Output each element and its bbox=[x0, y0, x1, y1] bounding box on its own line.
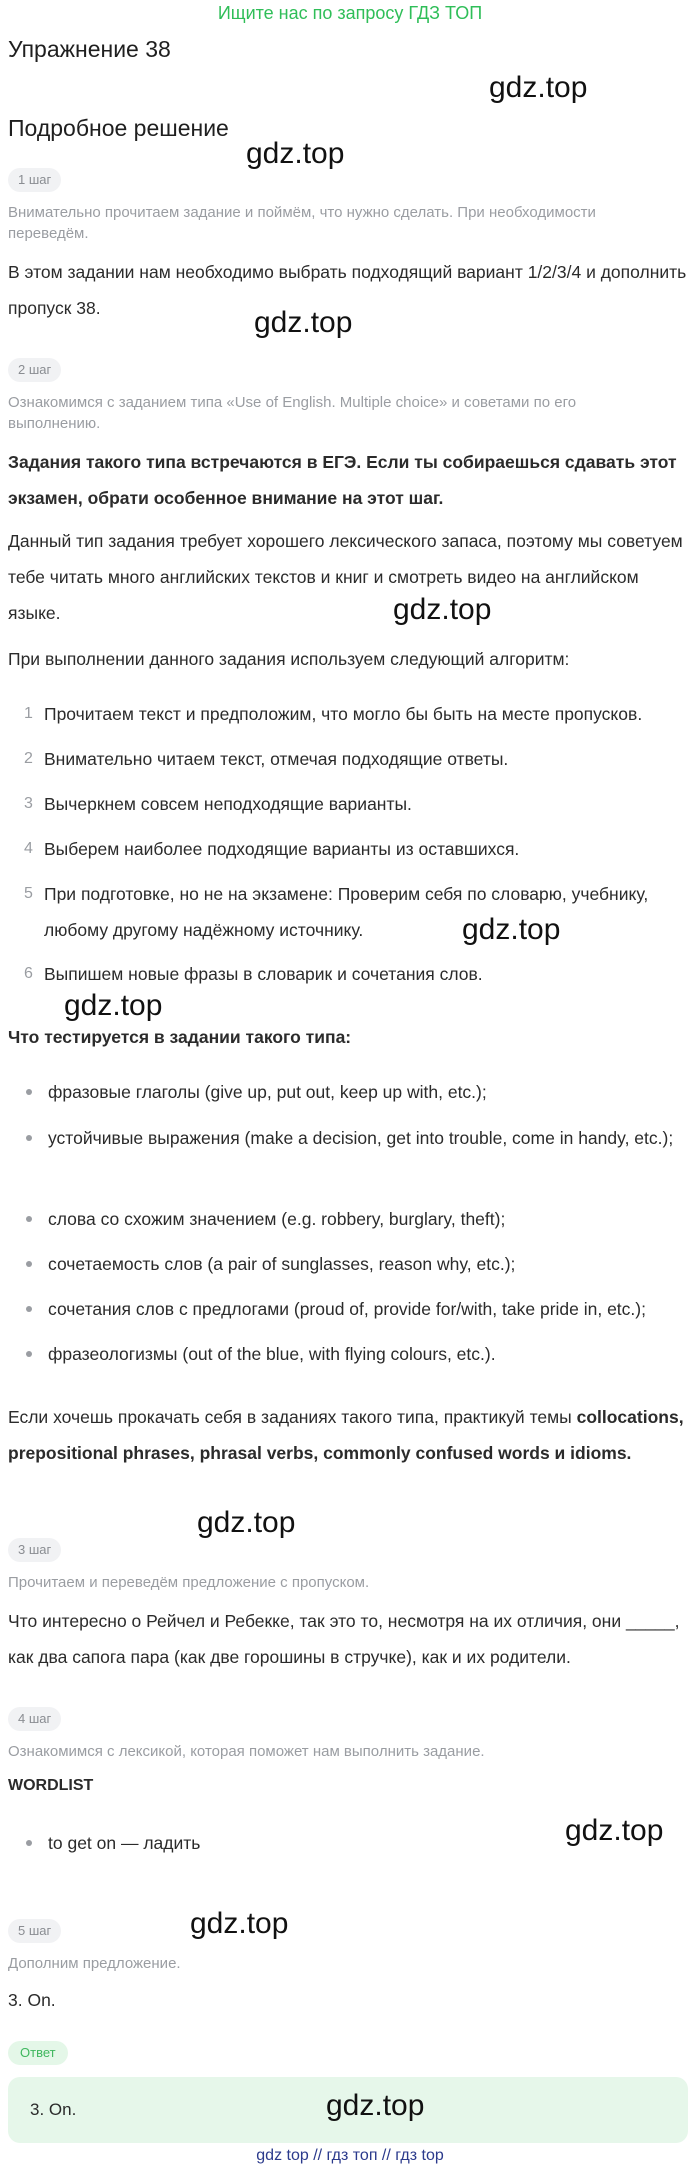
step-badge: 5 шаг bbox=[8, 1919, 61, 1943]
practice-normal: Если хочешь прокачать себя в заданиях такого типа, практикуй темы bbox=[8, 1407, 577, 1427]
list-number: 1 bbox=[24, 705, 33, 722]
wordlist-title: WORDLIST bbox=[8, 1777, 94, 1794]
list-item: сочетания слов с предлогами (proud of, provide for/with, take pride in, etc.); bbox=[48, 1299, 646, 1319]
step-bold-text: Задания такого типа встречаются в ЕГЭ. Если ты собираешься сдавать этот экзамен, обрати особенное внимание на этот шаг. bbox=[8, 452, 677, 508]
practice-topics: collocations, prepositional phrases, phrasal verbs, commonly confused words и idioms. bbox=[8, 1407, 684, 1463]
practice-text bbox=[8, 1399, 688, 1471]
bullet-dot bbox=[26, 1261, 32, 1267]
bullet-dot bbox=[26, 1089, 32, 1095]
watermark: gdz.top bbox=[254, 306, 353, 339]
watermark: gdz.top bbox=[393, 593, 492, 626]
step-hint: Прочитаем и переведём предложение с пропуском. bbox=[8, 1574, 370, 1591]
step-text: 3. On. bbox=[8, 1990, 56, 2010]
tested-title: Что тестируется в задании такого типа: bbox=[8, 1027, 352, 1047]
answer-text: 3. On. bbox=[30, 2100, 77, 2119]
step-hint: Дополним предложение. bbox=[8, 1955, 181, 1972]
solution-title: Подробное решение bbox=[8, 115, 229, 141]
list-item: устойчивые выражения (make a decision, get into trouble, come in handy, etc.); bbox=[48, 1128, 674, 1148]
step-hint: Внимательно прочитаем задание и поймём, что нужно сделать. При необходимости переведём. bbox=[8, 204, 596, 242]
watermark: gdz.top bbox=[197, 1506, 296, 1539]
watermark: gdz.top bbox=[246, 137, 345, 170]
step-badge: 2 шаг bbox=[8, 358, 61, 382]
search-banner: Ищите нас по запросу ГДЗ ТОП bbox=[217, 3, 483, 23]
bullet-dot bbox=[26, 1216, 32, 1222]
list-item: фразеологизмы (out of the blue, with flying colours, etc.). bbox=[48, 1344, 496, 1364]
bullet-dot bbox=[26, 1840, 32, 1846]
list-item: Выпишем новые фразы в словарик и сочетания слов. bbox=[44, 964, 483, 984]
list-number: 3 bbox=[24, 795, 33, 812]
watermark: gdz.top bbox=[190, 1907, 289, 1940]
watermark: gdz.top bbox=[462, 913, 561, 946]
watermark: gdz.top bbox=[565, 1814, 664, 1847]
word-item: to get on — ладить bbox=[48, 1833, 201, 1853]
step-badge: 4 шаг bbox=[8, 1707, 61, 1731]
list-item: Прочитаем текст и предположим, что могло бы быть на месте пропусков. bbox=[44, 704, 643, 724]
step-badge: 1 шаг bbox=[8, 168, 61, 192]
step-badge: 3 шаг bbox=[8, 1538, 61, 1562]
watermark: gdz.top bbox=[326, 2089, 425, 2122]
step-hint: Ознакомимся с лексикой, которая поможет нам выполнить задание. bbox=[8, 1743, 485, 1760]
answer-badge: Ответ bbox=[8, 2041, 68, 2065]
step-text: В этом задании нам необходимо выбрать подходящий вариант 1/2/3/4 и дополнить пропуск 38. bbox=[8, 262, 687, 318]
step-hint: Ознакомимся с заданием типа «Use of English. Multiple choice» и советами по его выполнению. bbox=[8, 394, 577, 432]
bullet-dot bbox=[26, 1135, 32, 1141]
bullet-dot bbox=[26, 1306, 32, 1312]
list-number: 6 bbox=[24, 965, 33, 982]
list-number: 2 bbox=[24, 750, 33, 767]
list-number: 5 bbox=[24, 885, 33, 902]
list-item: слова со схожим значением (e.g. robbery, burglary, theft); bbox=[48, 1209, 506, 1229]
list-item: сочетаемость слов (a pair of sunglasses, reason why, etc.); bbox=[48, 1254, 516, 1274]
step-text: При выполнении данного задания используем следующий алгоритм: bbox=[8, 649, 570, 669]
watermark: gdz.top bbox=[64, 989, 163, 1022]
bullet-dot bbox=[26, 1351, 32, 1357]
list-item: При подготовке, но не на экзамене: Проверим себя по словарю, учебнику, любому другому надёжному источнику. bbox=[44, 884, 649, 940]
watermark: gdz.top bbox=[489, 71, 588, 104]
exercise-title: Упражнение 38 bbox=[8, 36, 171, 62]
footer-links[interactable]: gdz top // гдз топ // гдз top bbox=[256, 2147, 444, 2164]
list-item: Вычеркнем совсем неподходящие варианты. bbox=[44, 794, 412, 814]
list-number: 4 bbox=[24, 840, 33, 857]
list-item: Внимательно читаем текст, отмечая подходящие ответы. bbox=[44, 749, 509, 769]
step-text: Данный тип задания требует хорошего лексического запаса, поэтому мы советуем тебе читать много английских текстов и книг и смотреть видео на английском языке. bbox=[8, 531, 683, 623]
step-text: Что интересно о Рейчел и Ребекке, так это то, несмотря на их отличия, они _____, как два сапога пара (как две горошины в стручке), как и их родители. bbox=[8, 1611, 680, 1667]
list-item: фразовые глаголы (give up, put out, keep up with, etc.); bbox=[48, 1082, 487, 1102]
list-item: Выберем наиболее подходящие варианты из оставшихся. bbox=[44, 839, 520, 859]
